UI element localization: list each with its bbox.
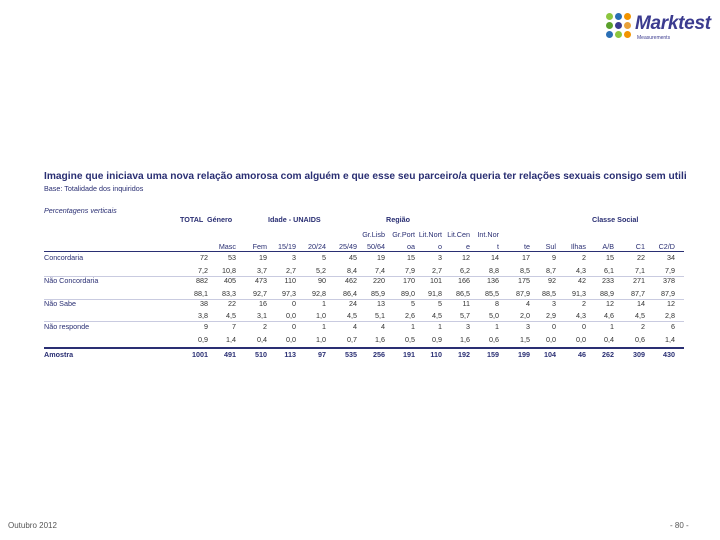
- table-cell: 19: [259, 253, 267, 262]
- table-cell: 0,4: [257, 335, 267, 344]
- table-cell: 92,8: [312, 289, 326, 298]
- table-cell: 45: [349, 253, 357, 262]
- table-cell: 0: [582, 322, 586, 331]
- table-cell: 7,9: [405, 266, 415, 275]
- table-cell: 0: [292, 322, 296, 331]
- table-cell: 0,9: [198, 335, 208, 344]
- row-label: Não responde: [44, 322, 90, 331]
- table-cell: 262: [602, 350, 614, 359]
- table-cell: 2,7: [432, 266, 442, 275]
- subheader-line2: C1: [635, 242, 645, 251]
- table-cell: 7,2: [198, 266, 208, 275]
- table-cell: 0,9: [432, 335, 442, 344]
- table-cell: 0,0: [286, 335, 296, 344]
- table-cell: 8,5: [520, 266, 530, 275]
- table-cell: 2: [641, 322, 645, 331]
- table-cell: 1,6: [375, 335, 385, 344]
- table-cell: 7,1: [635, 266, 645, 275]
- table-cell: 462: [345, 276, 357, 285]
- subheader-line2: 20/24: [308, 242, 326, 251]
- table-cell: 5,7: [460, 311, 470, 320]
- table-cell: 16: [259, 299, 267, 308]
- table-cell: 87,9: [661, 289, 675, 298]
- subheader-line2: 15/19: [278, 242, 296, 251]
- table-cell: 1: [438, 322, 442, 331]
- table-cell: 535: [345, 350, 357, 359]
- table-cell: 22: [637, 253, 645, 262]
- table-cell: 256: [373, 350, 385, 359]
- table-cell: 1: [322, 322, 326, 331]
- table-cell: 9: [552, 253, 556, 262]
- table-cell: 220: [373, 276, 385, 285]
- table-cell: 101: [430, 276, 442, 285]
- table-cell: 3: [292, 253, 296, 262]
- table-cell: 110: [430, 350, 442, 359]
- table-cell: 1,0: [316, 335, 326, 344]
- table-cell: 42: [578, 276, 586, 285]
- table-cell: 0: [552, 322, 556, 331]
- subheader-line2: e: [466, 242, 470, 251]
- subheader-line2: t: [497, 242, 499, 251]
- table-cell: 19: [377, 253, 385, 262]
- table-cell: 91,3: [572, 289, 586, 298]
- table-cell: 12: [462, 253, 470, 262]
- table-cell: 166: [458, 276, 470, 285]
- table-cell: 4,5: [432, 311, 442, 320]
- table-cell: 491: [224, 350, 236, 359]
- table-cell: 8,7: [546, 266, 556, 275]
- table-cell: 1001: [192, 350, 208, 359]
- table-cell: 3,1: [257, 311, 267, 320]
- subheader-line2: Sul: [545, 242, 556, 251]
- table-cell: 88,1: [194, 289, 208, 298]
- table-cell: 4,5: [226, 311, 236, 320]
- table-cell: 2,9: [546, 311, 556, 320]
- table-cell: 4: [381, 322, 385, 331]
- table-cell: 3: [438, 253, 442, 262]
- table-cell: 22: [228, 299, 236, 308]
- table-cell: 8,4: [347, 266, 357, 275]
- table-cell: 92,7: [253, 289, 267, 298]
- table-cell: 0,6: [635, 335, 645, 344]
- table-cell: 1: [322, 299, 326, 308]
- table-cell: 882: [196, 276, 208, 285]
- table-cell: 4,3: [576, 266, 586, 275]
- subheader-line2: Fem: [252, 242, 267, 251]
- table-cell: 0,0: [286, 311, 296, 320]
- subheader-line2: Masc: [218, 242, 236, 251]
- table-cell: 88,9: [600, 289, 614, 298]
- table-cell: 85,9: [371, 289, 385, 298]
- table-cell: 12: [667, 299, 675, 308]
- table-cell: 4: [526, 299, 530, 308]
- header-total: TOTAL: [180, 215, 204, 224]
- table-cell: 199: [518, 350, 530, 359]
- table-cell: 3: [466, 322, 470, 331]
- table-cell: 104: [544, 350, 556, 359]
- table-cell: 53: [228, 253, 236, 262]
- table-cell: 1,4: [226, 335, 236, 344]
- table-cell: 405: [224, 276, 236, 285]
- subheader-line1: Gr.Lisb: [362, 230, 385, 239]
- table-cell: 89,0: [401, 289, 415, 298]
- table-cell: 83,3: [222, 289, 236, 298]
- table-cell: 46: [578, 350, 586, 359]
- table-cell: 15: [606, 253, 614, 262]
- table-cell: 4,5: [347, 311, 357, 320]
- footer-page-number: - 80 -: [670, 521, 689, 530]
- table-cell: 7: [232, 322, 236, 331]
- table-cell: 309: [633, 350, 645, 359]
- table-cell: 5: [411, 299, 415, 308]
- table-cell: 0,6: [489, 335, 499, 344]
- table-cell: 2: [263, 322, 267, 331]
- table-cell: 24: [349, 299, 357, 308]
- table-cell: 1: [610, 322, 614, 331]
- table-cell: 473: [255, 276, 267, 285]
- table-cell: 87,9: [516, 289, 530, 298]
- table-cell: 72: [200, 253, 208, 262]
- subheader-line1: Lit.Nort: [418, 230, 442, 239]
- table-cell: 1,6: [460, 335, 470, 344]
- table-cell: 5,2: [316, 266, 326, 275]
- table-cell: 86,5: [456, 289, 470, 298]
- table-cell: 6,1: [604, 266, 614, 275]
- subheader-line2: 50/64: [367, 242, 385, 251]
- table-cell: 110: [284, 276, 296, 285]
- table-cell: 3: [552, 299, 556, 308]
- table-cell: 430: [663, 350, 675, 359]
- table-cell: 0,5: [405, 335, 415, 344]
- subheader-line2: A/B: [602, 242, 614, 251]
- table-cell: 97: [318, 350, 326, 359]
- table-cell: 191: [403, 350, 415, 359]
- table-cell: 86,4: [343, 289, 357, 298]
- table-cell: 5,0: [489, 311, 499, 320]
- table-cell: 38: [200, 299, 208, 308]
- table-cell: 2,8: [665, 311, 675, 320]
- table-cell: 85,5: [485, 289, 499, 298]
- table-cell: 0,4: [604, 335, 614, 344]
- table-cell: 7,4: [375, 266, 385, 275]
- table-cell: 4: [353, 322, 357, 331]
- table-cell: 233: [602, 276, 614, 285]
- table-cell: 10,8: [222, 266, 236, 275]
- table-cell: 1,0: [316, 311, 326, 320]
- table-cell: 17: [522, 253, 530, 262]
- table-cell: 4,3: [576, 311, 586, 320]
- table-cell: 12: [606, 299, 614, 308]
- table-cell: 3,7: [257, 266, 267, 275]
- header-regiao: Região: [386, 215, 410, 224]
- base-note: Base: Totalidade dos inquiridos: [44, 184, 144, 193]
- table-cell: 2,0: [520, 311, 530, 320]
- logo-tagline: Measurements: [637, 35, 671, 41]
- table-cell: 90: [318, 276, 326, 285]
- table-cell: 15: [407, 253, 415, 262]
- table-cell: 378: [663, 276, 675, 285]
- table-cell: 11: [462, 299, 470, 308]
- question-title: Imagine que iniciava uma nova relação amorosa com alguém e que esse seu parceiro/a queria ter relações sexuais consigo sem utili: [44, 171, 687, 182]
- table-cell: 92: [548, 276, 556, 285]
- table-cell: 2: [582, 253, 586, 262]
- subheader-line2: te: [524, 242, 530, 251]
- table-cell: 0: [292, 299, 296, 308]
- table-cell: 14: [491, 253, 499, 262]
- table-cell: 2,6: [405, 311, 415, 320]
- percent-label: Percentagens verticais: [44, 206, 117, 215]
- subheader-line2: C2/D: [658, 242, 675, 251]
- subheader-line2: 25/49: [339, 242, 357, 251]
- table-rule: [44, 347, 684, 349]
- table-cell: 0,0: [546, 335, 556, 344]
- table-cell: 5,1: [375, 311, 385, 320]
- table-cell: 113: [284, 350, 296, 359]
- table-cell: 159: [487, 350, 499, 359]
- row-label: Não Concordaria: [44, 276, 99, 285]
- table-cell: 7,9: [665, 266, 675, 275]
- row-label: Não Sabe: [44, 299, 76, 308]
- table-cell: 13: [377, 299, 385, 308]
- table-cell: 14: [637, 299, 645, 308]
- table-cell: 1,5: [520, 335, 530, 344]
- table-cell: 510: [255, 350, 267, 359]
- table-cell: 91,8: [428, 289, 442, 298]
- footer-date: Outubro 2012: [8, 521, 57, 530]
- table-cell: 6: [671, 322, 675, 331]
- table-cell: 5: [322, 253, 326, 262]
- table-cell: 5: [438, 299, 442, 308]
- table-cell: 0,0: [576, 335, 586, 344]
- table-cell: 1: [495, 322, 499, 331]
- header-classe: Classe Social: [592, 215, 639, 224]
- table-cell: 8: [495, 299, 499, 308]
- subheader-line2: oa: [407, 242, 415, 251]
- row-label: Amostra: [44, 350, 74, 359]
- header-genero: Género: [207, 215, 233, 224]
- table-cell: 8,8: [489, 266, 499, 275]
- table-cell: 88,5: [542, 289, 556, 298]
- table-cell: 9: [204, 322, 208, 331]
- table-rule: [44, 251, 684, 252]
- table-cell: 175: [518, 276, 530, 285]
- subheader-line1: Gr.Port: [392, 230, 415, 239]
- table-cell: 2: [582, 299, 586, 308]
- table-cell: 1,4: [665, 335, 675, 344]
- row-label: Concordaria: [44, 253, 84, 262]
- table-cell: 3: [526, 322, 530, 331]
- table-cell: 4,6: [604, 311, 614, 320]
- subheader-line1: Lit.Cen: [447, 230, 470, 239]
- table-cell: 271: [633, 276, 645, 285]
- subheader-line2: Ilhas: [570, 242, 586, 251]
- table-cell: 136: [487, 276, 499, 285]
- table-cell: 87,7: [631, 289, 645, 298]
- table-cell: 34: [667, 253, 675, 262]
- table-cell: 4,5: [635, 311, 645, 320]
- subheader-line1: Int.Nor: [477, 230, 499, 239]
- table-cell: 6,2: [460, 266, 470, 275]
- table-cell: 97,3: [282, 289, 296, 298]
- header-idade: Idade - UNAIDS: [268, 215, 321, 224]
- table-cell: 0,7: [347, 335, 357, 344]
- table-cell: 192: [458, 350, 470, 359]
- subheader-line2: o: [438, 242, 442, 251]
- table-cell: 1: [411, 322, 415, 331]
- table-cell: 170: [403, 276, 415, 285]
- table-cell: 2,7: [286, 266, 296, 275]
- logo-word: Marktest: [635, 13, 711, 34]
- table-cell: 3,8: [198, 311, 208, 320]
